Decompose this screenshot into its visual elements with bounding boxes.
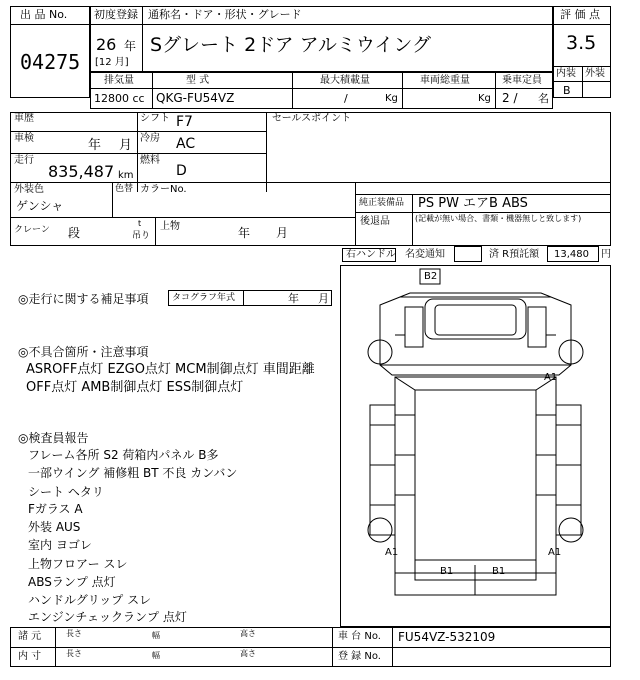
lot-number: 04275: [20, 50, 81, 74]
inspector-line: シート ヘタリ: [28, 485, 104, 499]
interior-dims-label: 内 寸: [18, 651, 42, 662]
lot-label: 出 品 No.: [20, 8, 68, 21]
crane-step: 段: [68, 226, 81, 240]
crane-label: クレーン: [14, 225, 50, 235]
inspector-line: 外装 AUS: [28, 520, 81, 534]
name-change-field: [454, 246, 482, 262]
model-type-label: 型 式: [186, 75, 210, 86]
shift-value: F7: [176, 114, 193, 130]
defects-line-2: OFF点灯 AMB制御点灯 ESS制御点灯: [26, 380, 244, 395]
rating-value: 3.5: [566, 32, 597, 54]
shift-label: シフト: [140, 113, 170, 124]
name-label: 通称名・ドア・形状・グレード: [148, 8, 302, 21]
registration-label: 登 録 No.: [338, 651, 381, 662]
handle-text: 右ハンドル: [346, 249, 396, 260]
mark-rear-right-b1: B1: [492, 566, 506, 577]
tachograph-label: タコグラフ年式: [172, 293, 236, 303]
displacement: 12800 cc: [94, 92, 145, 105]
first-reg-year: 26: [96, 35, 117, 54]
width-label-2: 幅: [152, 651, 160, 660]
crane-hang: 吊り: [132, 231, 151, 241]
interior-label: 内装: [556, 68, 576, 79]
mark-front-b2: B2: [424, 271, 438, 282]
chassis-number: FU54VZ-532109: [398, 630, 496, 644]
crane-ton: t: [138, 219, 142, 228]
equipment-label: 純正装備品: [359, 198, 405, 208]
first-reg-year-unit: 年: [124, 39, 137, 53]
payload-label: 最大積載量: [320, 75, 370, 86]
defects-header: ◎不具合箇所・注意事項: [18, 345, 149, 359]
history-label: 車歴: [14, 113, 34, 124]
interior-grade: B: [563, 84, 571, 97]
sales-point-label: セールスポイント: [272, 113, 352, 124]
inspector-line: 上物フロアー スレ: [28, 557, 128, 571]
inspector-line: ABSランプ 点灯: [28, 575, 116, 589]
color-value: ゲンシャ: [16, 199, 64, 213]
inspector-line: Fガラス A: [28, 502, 83, 516]
defects-line-1: ASROFF点灯 EZGO点灯 MCM制御点灯 車間距離: [26, 362, 315, 377]
gross-unit: Kg: [478, 93, 491, 104]
mark-right-rear-a1: A1: [548, 547, 562, 558]
first-reg-label: 初度登録: [94, 8, 138, 21]
mileage-unit: km: [118, 170, 134, 181]
fuel-label: 燃料: [140, 155, 160, 166]
tacho-month: 月: [318, 292, 329, 305]
inspection-year: 年: [88, 138, 102, 153]
inspector-line: エンジンチェックランプ 点灯: [28, 610, 187, 624]
gross-label: 車両総重量: [420, 75, 470, 86]
inspector-line: フレーム各所 S2 荷箱内パネル B多: [28, 448, 219, 462]
upper-month: 月: [276, 226, 289, 240]
inspector-line: ハンドルグリップ スレ: [28, 593, 152, 607]
driving-header: ◎走行に関する補足事項: [18, 292, 149, 306]
inspector-line: 室内 ヨゴレ: [28, 538, 92, 552]
height-label-2: 高さ: [240, 649, 256, 658]
height-label: 高さ: [240, 629, 256, 638]
capacity-value: 2 /: [502, 91, 518, 105]
recycle-unit: 円: [601, 249, 611, 260]
payload-value: /: [344, 92, 348, 105]
displacement-label: 排気量: [104, 75, 134, 86]
model-name: Sグレート 2ドア アルミウイング: [150, 34, 431, 56]
fuel-value: D: [176, 163, 187, 179]
tacho-year: 年: [288, 292, 299, 305]
mark-right-a1: A1: [544, 372, 558, 383]
first-reg-month: [12 月]: [95, 57, 129, 68]
inspector-line: 一部ウイング 補修粗 BT 不良 カンバン: [28, 466, 238, 480]
ac-value: AC: [176, 136, 196, 152]
length-label-2: 長さ: [66, 649, 82, 658]
mark-left-rear-a1: A1: [385, 547, 399, 558]
inspector-header: ◎検査員報告: [18, 431, 89, 445]
payload-unit: Kg: [385, 93, 398, 104]
recycle-label: 済 R預託額: [489, 249, 540, 260]
mark-rear-left-b1: B1: [440, 566, 454, 577]
name-change-label: 名変通知: [405, 249, 445, 260]
ac-label: 冷房: [140, 133, 160, 144]
aftermarket-label: 後退品: [360, 216, 390, 227]
truck-diagram: [340, 265, 611, 627]
dims-label: 諸 元: [18, 631, 42, 642]
chassis-label: 車 台 No.: [338, 631, 381, 642]
mileage-value: 835,487: [48, 162, 115, 181]
color-change-label: 色替: [115, 184, 134, 194]
mileage-label: 走行: [14, 155, 34, 166]
width-label: 幅: [152, 631, 160, 640]
inspection-label: 車検: [14, 133, 34, 144]
capacity-unit: 名: [538, 92, 549, 105]
inspection-month: 月: [119, 138, 133, 153]
model-type: QKG-FU54VZ: [156, 91, 235, 105]
color-code-label: カラーNo.: [140, 184, 187, 195]
aftermarket-note: (記載が無い場合、書類・機器無しと致します): [415, 214, 582, 223]
equipment-value: PS PW エアB ABS: [418, 196, 528, 211]
upper-label: 上物: [160, 221, 180, 232]
length-label: 長さ: [66, 629, 82, 638]
upper-year: 年: [238, 226, 251, 240]
exterior-label: 外装: [585, 68, 605, 79]
recycle-amount: 13,480: [554, 249, 589, 260]
capacity-label: 乗車定員: [502, 75, 542, 86]
color-label: 外装色: [14, 184, 44, 195]
rating-label: 評 価 点: [560, 8, 600, 21]
